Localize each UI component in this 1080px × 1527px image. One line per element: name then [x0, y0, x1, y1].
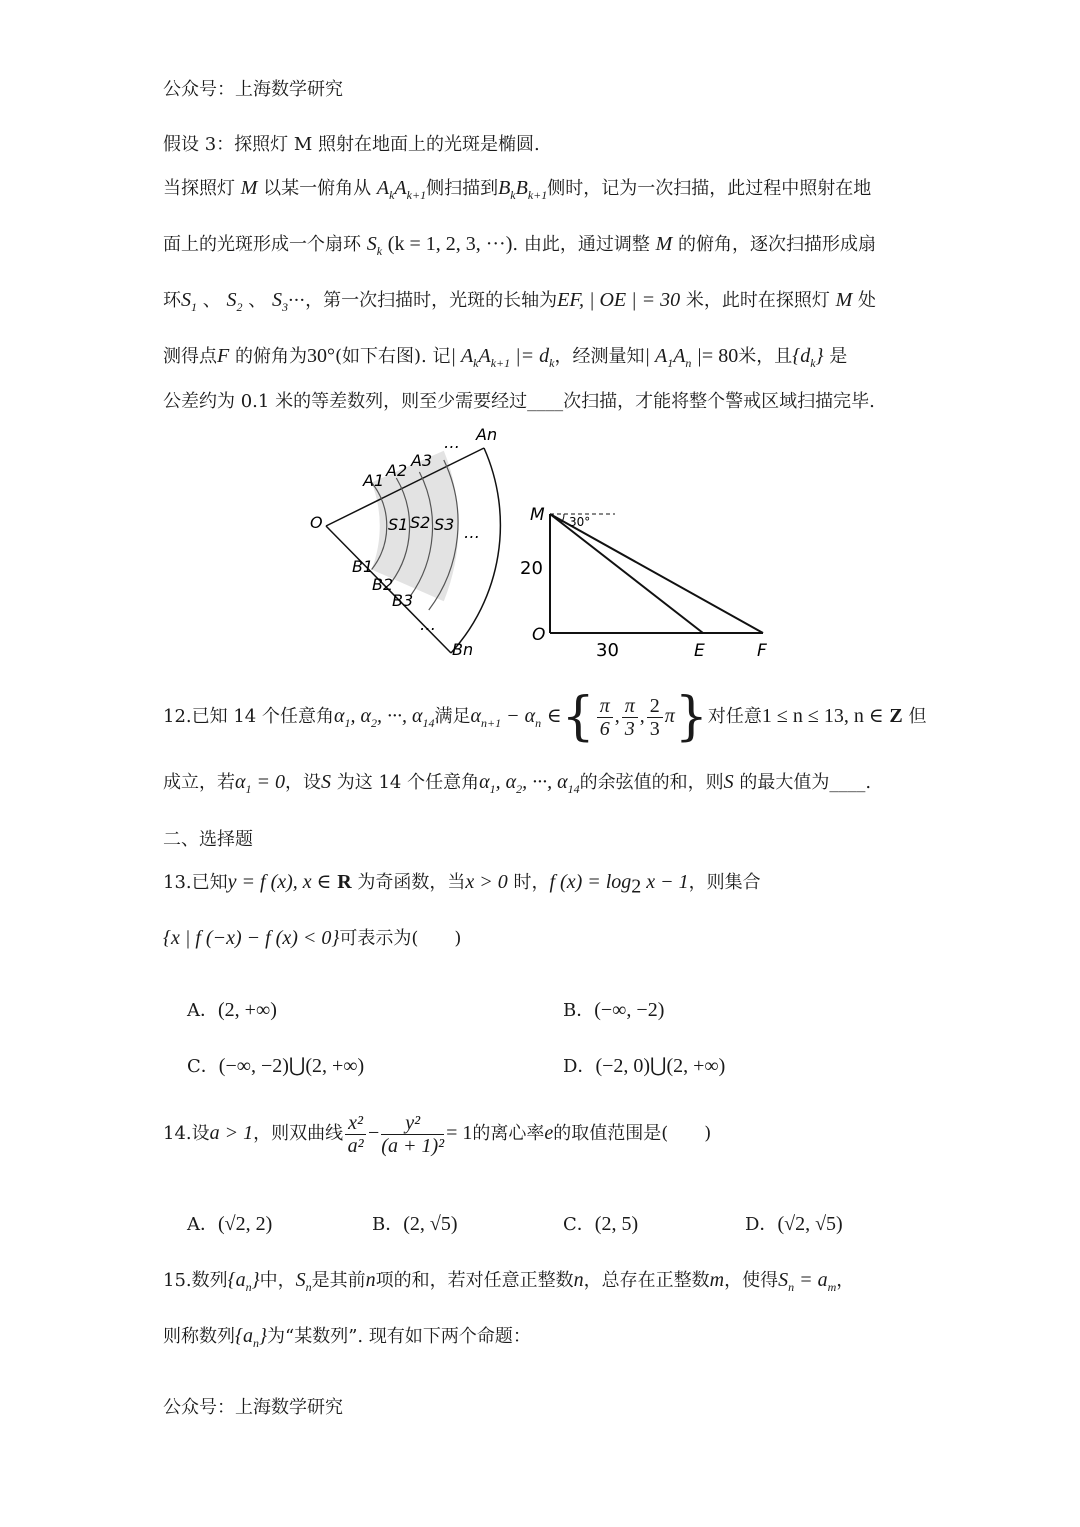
q14-option-a[interactable]: A．(√2, 2): [187, 1213, 273, 1235]
p11-line-3: 环$S_1$ 、 $S_2$ 、 $S_3\cdot\cdot\cdot$，第一次扫描时，光斑的长轴为EF, | OE | = 30 米，此时在探照灯 M 处: [163, 289, 876, 314]
q14-option-d[interactable]: D．(√2, √5): [745, 1213, 843, 1235]
label-base: 30: [596, 640, 619, 661]
label-height: 20: [520, 558, 543, 579]
label-s2: S2: [410, 513, 431, 532]
label-b2: B2: [372, 575, 394, 594]
label-b3: B3: [392, 591, 414, 610]
label-a3: A3: [411, 451, 433, 470]
label-b1: B1: [352, 557, 374, 576]
q14-line: 14.设a > 1，则双曲线 $\frac{\text{x²}}{\text{a²}}$ − $\frac{\text{y²}}{\text{(a + 1)²}}$ = 1的离心率e的取值范围是( ): [163, 1111, 712, 1157]
q15-line-1: 15.数列$\{a_n\}$中，$S_n$是其前n项的和，若对任意正整数n，总存在正整数m，使得$S_n = a_m$，: [163, 1269, 855, 1294]
triangle-figure: [520, 500, 790, 665]
q14-option-b[interactable]: B．(2, √5): [372, 1213, 458, 1235]
line-mf: [550, 514, 763, 633]
label-e: E: [694, 641, 705, 661]
q15-line-2: 则称数列$\{a_n\}$为“某数列”. 现有如下两个命题：: [163, 1325, 531, 1350]
p11-line-2: 面上的光斑形成一个扇环 $S_k$ (k = 1, 2, 3, ···). 由此，通过调整 M 的俯角，逐次扫描形成扇: [163, 233, 876, 258]
page-footer: 公众号：上海数学研究: [163, 1397, 343, 1418]
q13-option-b[interactable]: B．(−∞, −2): [563, 999, 665, 1021]
p11-line-1: 当探照灯 M 以某一俯角从 $A_kA_{k+1}$侧扫描到$B_kB_{k+1}$侧时，记为一次扫描，此过程中照射在地: [163, 177, 872, 202]
p12-line-1: 12.已知 14 个任意角$\alpha_1$, $\alpha_2$, ···, $\alpha_{14}$满足$\alpha_{n+1} - \alpha_n$ ∈{ $\frac{\pi}{6}$ , $\frac{\pi}{3}$ , $\frac{2}{3}$ π}对任意1 ≤ n ≤ 13, n ∈ Z 但: [163, 687, 927, 747]
line-me: [550, 514, 703, 633]
label-dots-bottom: …: [420, 615, 436, 634]
q13-option-a[interactable]: A．(2, +∞): [187, 999, 277, 1021]
sector-ring-figure: [300, 420, 530, 665]
q13-line-1: 13.已知y = f (x), x ∈ R 为奇函数，当x > 0 时，f $(x) = \log_2 x - 1$，则集合: [163, 871, 761, 898]
label-dots-mid: …: [464, 523, 480, 542]
label-angle: 30°: [569, 515, 591, 529]
label-a1: A1: [363, 471, 385, 490]
page-header: 公众号：上海数学研究: [163, 79, 343, 100]
label-m: M: [530, 505, 545, 525]
label-dots-top: …: [444, 433, 460, 452]
label-o-right: O: [532, 625, 546, 645]
label-s3: S3: [434, 515, 455, 534]
label-an: An: [476, 425, 498, 444]
q13-option-c[interactable]: C．(−∞, −2)⋃(2, +∞): [187, 1055, 365, 1077]
q14-option-c[interactable]: C．(2, 5): [563, 1213, 639, 1235]
label-a2: A2: [386, 461, 408, 480]
p12-line-2: 成立，若$\alpha_1 = 0$，设S 为这 14 个任意角$\alpha_1$, $\alpha_2$, ···, $\alpha_{14}$的余弦值的和，则S 的最大值为____.: [163, 771, 872, 796]
label-f: F: [757, 641, 767, 661]
label-bn: Bn: [452, 640, 474, 659]
p11-line-4: 测得点F 的俯角为30°(如下右图). 记| $A_kA_{k+1}$ |= $d_k$，经测量知| $A_1A_n$ |= 80米，且$\{d_k\}$ 是: [163, 345, 848, 370]
label-o: O: [310, 513, 323, 532]
p11-line-5: 公差约为 0.1 米的等差数列，则至少需要经过____次扫描，才能将整个警戒区域扫描完毕.: [163, 391, 875, 412]
q13-option-d[interactable]: D．(−2, 0)⋃(2, +∞): [563, 1055, 726, 1077]
q13-line-2: {x | f (−x) − f (x) < 0}可表示为( ): [163, 927, 462, 949]
section-title: 二、选择题: [163, 829, 253, 850]
outer-arc: [451, 448, 500, 653]
assumption-3: 假设 3：探照灯 M 照射在地面上的光斑是椭圆.: [163, 134, 540, 155]
label-s1: S1: [388, 515, 409, 534]
